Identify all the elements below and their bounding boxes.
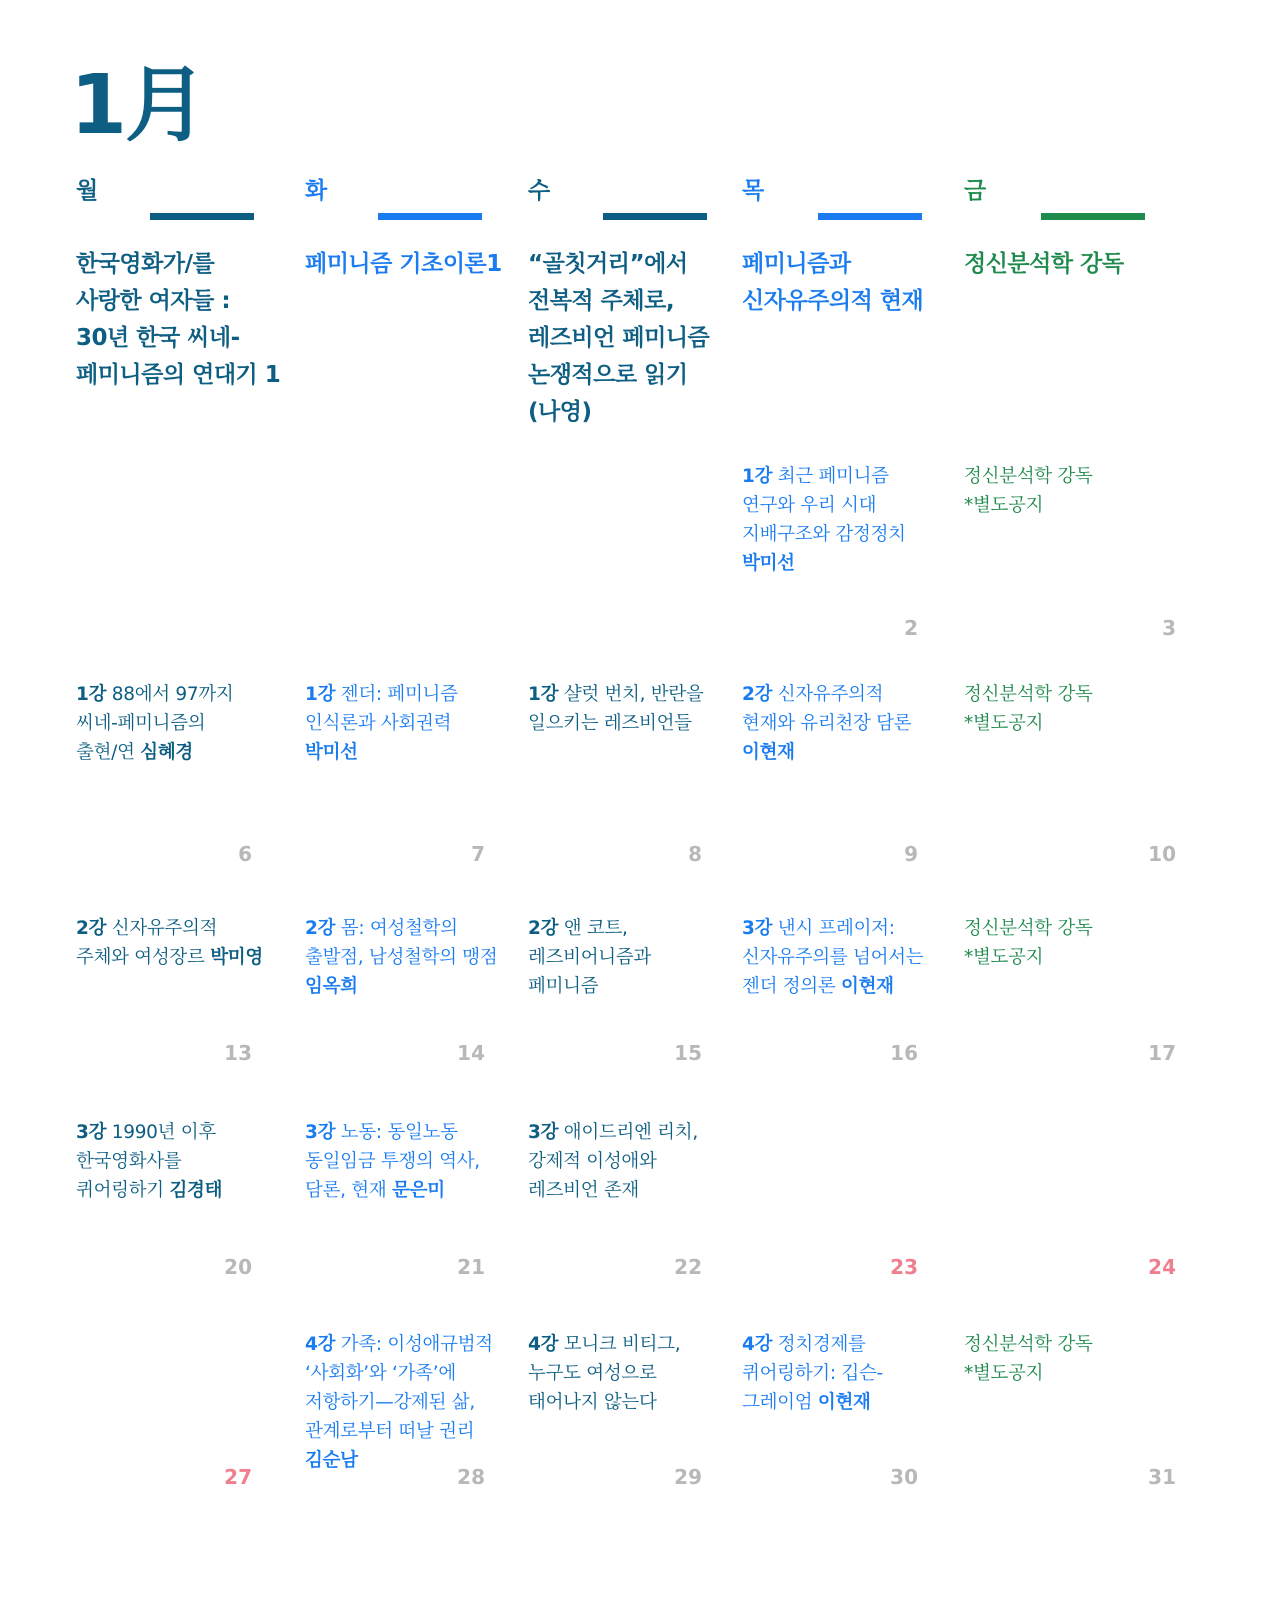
date-number: 14 bbox=[457, 1041, 485, 1065]
lecture-entry bbox=[742, 914, 923, 1001]
lecture-line: 동일임금 투쟁의 역사, bbox=[305, 1151, 480, 1172]
lecture-entry bbox=[76, 914, 263, 972]
speaker-name: 심혜경 bbox=[140, 742, 193, 763]
lecture-number: 3강 bbox=[305, 1122, 336, 1143]
lecture-number: 2강 bbox=[305, 918, 336, 939]
lecture-entry bbox=[964, 1330, 1093, 1388]
lecture-line: 3강 1990년 이후 bbox=[76, 1122, 216, 1143]
lecture-number: 4강 bbox=[528, 1334, 559, 1355]
lecture-number: 3강 bbox=[528, 1122, 559, 1143]
lecture-line: 레즈비어니즘과 bbox=[528, 947, 651, 968]
lecture-entry bbox=[528, 680, 704, 738]
speaker-name: 이현재 bbox=[841, 976, 894, 997]
date-number: 24 bbox=[1148, 1255, 1176, 1279]
lecture-number: 2강 bbox=[742, 684, 773, 705]
lecture-entry bbox=[305, 914, 497, 1001]
lecture-number: 4강 bbox=[305, 1334, 336, 1355]
lecture-line: 페미니즘 bbox=[528, 976, 599, 997]
lecture-line: 레즈비언 존재 bbox=[528, 1180, 640, 1201]
speaker-name: 김경태 bbox=[169, 1180, 223, 1201]
lecture-number: 1강 bbox=[742, 466, 773, 487]
speaker-name: 임옥희 bbox=[305, 976, 358, 997]
date-number: 22 bbox=[674, 1255, 702, 1279]
course-heading: 한국영화가/를 사랑한 여자들 : 30년 한국 씨네- 페미니즘의 연대기 1 bbox=[76, 251, 281, 388]
lecture-line: 정신분석학 강독 bbox=[964, 1334, 1093, 1355]
lecture-line: 저항하기—강제된 삶, bbox=[305, 1392, 475, 1413]
lecture-line: 정신분석학 강독 bbox=[964, 684, 1093, 705]
lecture-entry bbox=[305, 1330, 493, 1475]
lecture-number: 1강 bbox=[76, 684, 107, 705]
lecture-line: 관계로부터 떠날 권리 bbox=[305, 1421, 475, 1442]
lecture-entry bbox=[964, 914, 1093, 972]
course-heading: 정신분석학 강독 bbox=[964, 251, 1124, 277]
lecture-line: 현재와 유리천장 담론 bbox=[742, 713, 912, 734]
lecture-line: 1강 젠더: 페미니즘 bbox=[305, 684, 458, 705]
lecture-line: 한국영화사를 bbox=[76, 1151, 182, 1172]
date-number: 29 bbox=[674, 1465, 702, 1489]
date-number: 2 bbox=[904, 616, 918, 640]
lecture-line: 그레이엄 이현재 bbox=[742, 1392, 871, 1413]
lecture-line: ‘사회화’와 ‘가족’에 bbox=[305, 1363, 456, 1384]
speaker-name: 문은미 bbox=[392, 1180, 445, 1201]
lecture-line: 3강 낸시 프레이저: bbox=[742, 918, 895, 939]
lecture-line bbox=[742, 738, 911, 767]
lecture-line: 일으키는 레즈비언들 bbox=[528, 713, 692, 734]
weekday-divider-bar bbox=[1041, 213, 1145, 220]
weekday-label: 화 bbox=[305, 178, 328, 204]
month-title: 1月 bbox=[70, 58, 206, 153]
date-number: 31 bbox=[1148, 1465, 1176, 1489]
date-number: 8 bbox=[688, 842, 702, 866]
lecture-line: 씨네-페미니즘의 bbox=[76, 713, 206, 734]
speaker-name: 이현재 bbox=[817, 1392, 871, 1413]
lecture-line: 젠더 정의론 이현재 bbox=[742, 976, 894, 997]
lecture-entry bbox=[76, 1118, 222, 1205]
lecture-line: 3강 애이드리엔 리치, bbox=[528, 1122, 698, 1143]
weekday-label: 금 bbox=[964, 178, 987, 204]
speaker-name: 박미선 bbox=[305, 742, 358, 763]
lecture-line: 지배구조와 감정정치 bbox=[742, 524, 906, 545]
date-number: 13 bbox=[224, 1041, 252, 1065]
date-number: 27 bbox=[224, 1465, 252, 1489]
lecture-line: *별도공지 bbox=[964, 947, 1044, 968]
lecture-entry bbox=[964, 462, 1093, 520]
lecture-line bbox=[742, 549, 906, 578]
lecture-line: 퀴어링하기 김경태 bbox=[76, 1180, 223, 1201]
lecture-line: 정신분석학 강독 bbox=[964, 918, 1093, 939]
lecture-number: 3강 bbox=[742, 918, 773, 939]
date-number: 21 bbox=[457, 1255, 485, 1279]
weekday-divider-bar bbox=[603, 213, 707, 220]
lecture-line: 1강 88에서 97까지 bbox=[76, 684, 234, 705]
date-number: 17 bbox=[1148, 1041, 1176, 1065]
date-number: 16 bbox=[890, 1041, 918, 1065]
speaker-name: 박미선 bbox=[742, 553, 795, 574]
lecture-number: 4강 bbox=[742, 1334, 773, 1355]
weekday-divider-bar bbox=[818, 213, 922, 220]
lecture-line: 태어나지 않는다 bbox=[528, 1392, 657, 1413]
course-heading: “골칫거리”에서 전복적 주체로, 레즈비언 페미니즘 논쟁적으로 읽기 (나영) bbox=[528, 251, 710, 425]
weekday-label: 수 bbox=[528, 178, 551, 204]
lecture-line: 담론, 현재 문은미 bbox=[305, 1180, 445, 1201]
lecture-line bbox=[305, 738, 458, 767]
lecture-line: 퀴어링하기: 깁슨- bbox=[742, 1363, 883, 1384]
lecture-entry bbox=[76, 680, 234, 767]
course-heading: 페미니즘과 신자유주의적 현재 bbox=[742, 251, 924, 314]
lecture-line: 강제적 이성애와 bbox=[528, 1151, 657, 1172]
lecture-entry bbox=[742, 1330, 883, 1417]
lecture-line: 출발점, 남성철학의 맹점 bbox=[305, 947, 498, 968]
lecture-entry bbox=[528, 1118, 698, 1205]
speaker-name: 박미영 bbox=[210, 947, 263, 968]
lecture-line: *별도공지 bbox=[964, 713, 1044, 734]
lecture-number: 1강 bbox=[305, 684, 336, 705]
lecture-entry bbox=[528, 1330, 680, 1417]
date-number: 7 bbox=[471, 842, 485, 866]
lecture-entry bbox=[742, 462, 906, 578]
lecture-line: 주체와 여성장르 박미영 bbox=[76, 947, 263, 968]
lecture-line: 1강 최근 페미니즘 bbox=[742, 466, 889, 487]
date-number: 28 bbox=[457, 1465, 485, 1489]
weekday-label: 목 bbox=[742, 178, 765, 204]
lecture-line: 인식론과 사회권력 bbox=[305, 713, 452, 734]
lecture-line: 1강 샬럿 번치, 반란을 bbox=[528, 684, 704, 705]
lecture-line: 2강 신자유주의적 bbox=[76, 918, 218, 939]
lecture-line: 4강 정치경제를 bbox=[742, 1334, 866, 1355]
weekday-divider-bar bbox=[150, 213, 254, 220]
lecture-line: 연구와 우리 시대 bbox=[742, 495, 877, 516]
date-number: 30 bbox=[890, 1465, 918, 1489]
speaker-name: 김순남 bbox=[305, 1450, 358, 1471]
lecture-number: 2강 bbox=[528, 918, 559, 939]
lecture-entry bbox=[528, 914, 651, 1001]
lecture-entry bbox=[305, 680, 458, 767]
lecture-line: 신자유주의를 넘어서는 bbox=[742, 947, 924, 968]
course-heading: 페미니즘 기초이론1 bbox=[305, 251, 502, 277]
date-number: 15 bbox=[674, 1041, 702, 1065]
lecture-line: *별도공지 bbox=[964, 495, 1044, 516]
lecture-entry bbox=[742, 680, 911, 767]
lecture-line: 3강 노동: 동일노동 bbox=[305, 1122, 458, 1143]
lecture-line: 2강 몸: 여성철학의 bbox=[305, 918, 458, 939]
lecture-number: 2강 bbox=[76, 918, 107, 939]
lecture-line: 2강 신자유주의적 bbox=[742, 684, 884, 705]
weekday-divider-bar bbox=[378, 213, 482, 220]
lecture-line: 정신분석학 강독 bbox=[964, 466, 1093, 487]
date-number: 9 bbox=[904, 842, 918, 866]
date-number: 10 bbox=[1148, 842, 1176, 866]
lecture-line: 4강 모니크 비티그, bbox=[528, 1334, 681, 1355]
date-number: 20 bbox=[224, 1255, 252, 1279]
lecture-number: 1강 bbox=[528, 684, 559, 705]
date-number: 6 bbox=[238, 842, 252, 866]
lecture-line: 2강 앤 코트, bbox=[528, 918, 628, 939]
date-number: 23 bbox=[890, 1255, 918, 1279]
date-number: 3 bbox=[1162, 616, 1176, 640]
lecture-entry bbox=[964, 680, 1093, 738]
speaker-name: 이현재 bbox=[742, 742, 795, 763]
lecture-line bbox=[305, 972, 497, 1001]
weekday-label: 월 bbox=[76, 178, 99, 204]
lecture-line: 4강 가족: 이성애규범적 bbox=[305, 1334, 493, 1355]
lecture-line: *별도공지 bbox=[964, 1363, 1044, 1384]
lecture-line: 출현/연 심혜경 bbox=[76, 742, 193, 763]
lecture-line: 누구도 여성으로 bbox=[528, 1363, 657, 1384]
lecture-number: 3강 bbox=[76, 1122, 107, 1143]
lecture-entry bbox=[305, 1118, 480, 1205]
